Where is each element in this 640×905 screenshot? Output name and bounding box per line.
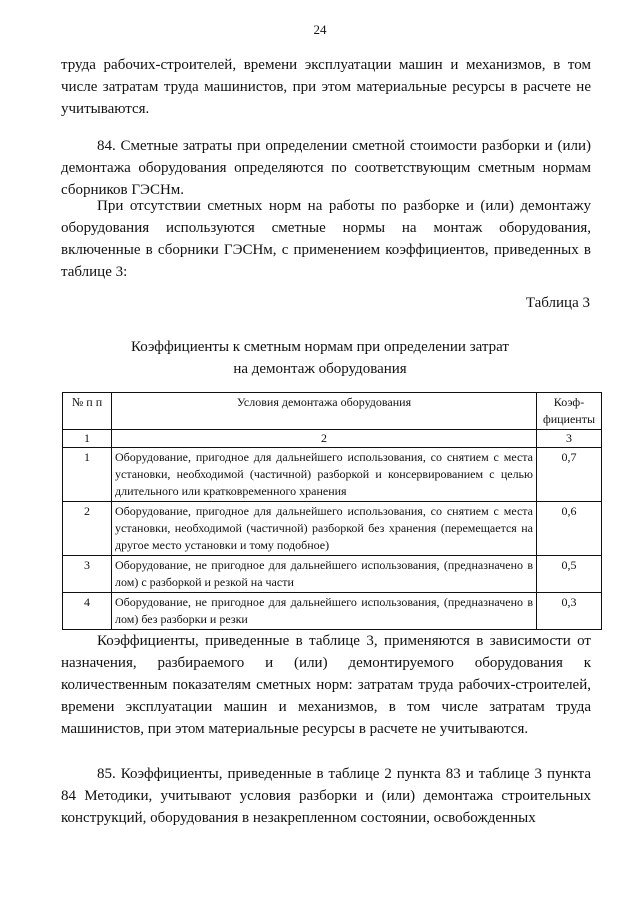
table-label: Таблица 3 — [525, 295, 590, 311]
table-title-line-1: Коэффициенты к сметным нормам при определении затрат — [131, 339, 509, 355]
row-conditions: Оборудование, пригодное для дальнейшего использования, со снятием с места установки, необходимой (частичной) разборкой без хранения (перемещается на другое место установки и тому подобное) — [112, 502, 537, 556]
table-row — [63, 448, 602, 502]
table-header-row — [63, 393, 602, 430]
row-number: 2 — [63, 502, 112, 556]
row-coefficient: 0,6 — [537, 502, 602, 556]
row-number: 3 — [63, 556, 112, 593]
table-title — [0, 336, 640, 380]
paragraph-no-norms: При отсутствии сметных норм на работы по разборке и (или) демонтажу оборудования используются сметные нормы на монтаж оборудования, включенные в сборники ГЭСНм, с применением коэффициентов, приведенных в таблице 3: — [61, 198, 591, 280]
row-conditions: Оборудование, не пригодное для дальнейшего использования, (предназначено в лом) без разборки и резки — [112, 593, 537, 630]
row-number: 1 — [63, 448, 112, 502]
row-conditions: Оборудование, пригодное для дальнейшего использования, со снятием с места установки, необходимой (частичной) разборкой и консервированием с целью длительного или кратковременного хранения — [112, 448, 537, 502]
column-number: 3 — [537, 430, 602, 448]
row-conditions: Оборудование, не пригодное для дальнейшего использования, (предназначено в лом) с разборкой и резкой на части — [112, 556, 537, 593]
paragraph-coefficients-usage: Коэффициенты, приведенные в таблице 3, применяются в зависимости от назначения, разбираемого и (или) демонтируемого оборудования к количественным показателям сметных норм: затратам труда рабочих-строителей, времени эксплуатации машин и механизмов, в том числе затратам труда машинистов, при этом материальные ресурсы в расчете не учитываются. — [61, 633, 591, 737]
page-number: 24 — [313, 22, 327, 37]
row-coefficient: 0,7 — [537, 448, 602, 502]
row-number: 4 — [63, 593, 112, 630]
table-row — [63, 593, 602, 630]
table-row — [63, 556, 602, 593]
column-number: 2 — [112, 430, 537, 448]
table-title-line-2: на демонтаж оборудования — [233, 361, 407, 377]
row-coefficient: 0,5 — [537, 556, 602, 593]
coefficients-table — [62, 392, 602, 630]
header-conditions: Условия демонтажа оборудования — [112, 393, 537, 430]
table-column-numbers — [63, 430, 602, 448]
paragraph-85: 85. Коэффициенты, приведенные в таблице 2 пункта 83 и таблице 3 пункта 84 Методики, учитывают условия разборки и (или) демонтажа строительных конструкций, оборудования в незакрепленном состоянии, освобожденных — [61, 766, 591, 826]
row-coefficient: 0,3 — [537, 593, 602, 630]
column-number: 1 — [63, 430, 112, 448]
table-row — [63, 502, 602, 556]
paragraph-84: 84. Сметные затраты при определении сметной стоимости разборки и (или) демонтажа оборудования определяются по соответствующим сметным нормам сборников ГЭСНм. — [61, 138, 591, 198]
header-coefficients: Коэф-фициенты — [537, 393, 602, 430]
paragraph-continuation: труда рабочих-строителей, времени эксплуатации машин и механизмов, в том числе затратам труда машинистов, при этом материальные ресурсы в расчете не учитываются. — [61, 57, 591, 117]
header-num: № п п — [63, 393, 112, 430]
